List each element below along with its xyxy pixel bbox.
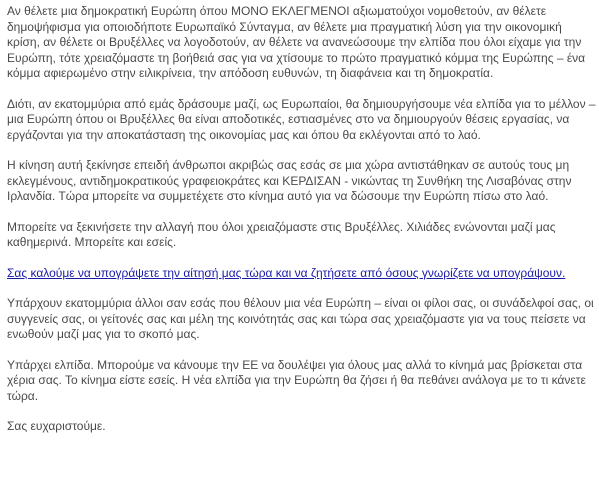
article-body xyxy=(7,4,597,450)
hope-paragraph: Διότι, αν εκατομμύρια από εμάς δράσουμε μαζί, ως Ευρωπαίοι, θα δημιουργήσουμε νέα ελπίδα για το μέλλον – μια Ευρώπη όπου οι Βρυξέλλες θα είναι αποδοτικές, εστιασμένες στο να δημιουργούν θέσεις εργασίας, να εργάζονται για την αποκατάσταση της οικονομίας μας και όπου θα εκλέγονται από το λαό. xyxy=(7,96,596,142)
hope-exists-paragraph: Υπάρχει ελπίδα. Μπορούμε να κάνουμε την ΕΕ να δουλέψει για όλους μας αλλά το κίνημά μας βρίσκεται στα χέρια σας. Το κίνημα είστε εσείς. Η νέα ελπίδα για την Ευρώπη θα ζήσει ή θα πεθάνει ανάλογα με το τι κάνετε τώρα. xyxy=(7,357,586,403)
thank-you-paragraph: Σας ευχαριστούμε. xyxy=(7,419,106,433)
sign-petition-link[interactable]: Σας καλούμε να υπογράψετε την αίτησή μας τώρα και να ζητήσετε από όσους γνωρίζετε να υπογράψουν. xyxy=(7,265,566,280)
intro-paragraph: Αν θέλετε μια δημοκρατική Ευρώπη όπου ΜΟΝΟ ΕΚΛΕΓΜΕΝΟΙ αξιωματούχοι νομοθετούν, αν θέλετε δημοψήφισμα για οποιοδήποτε Ευρωπαϊκό Σύνταγμα, αν θέλετε μια πραγματική λύση για την οικονομική κρίση, αν θέλετε οι Βρυξέλλες να λογοδοτούν, αν θέλετε να ανανεώσουμε την ελπίδα που όλοι είχαμε για την Ευρώπη, τότε χρειαζόμαστε τη βοήθειά σας για να χτίσουμε το πρώτο πραγματικό κόμμα της Ευρώπης – ένα κόμμα αφιερωμένο στην ειλικρίνεια, την απόδοση ευθυνών, τη διαφάνεια και τη δημοκρατία. xyxy=(7,4,586,80)
movement-origin-paragraph: Η κίνηση αυτή ξεκίνησε επειδή άνθρωποι ακριβώς σας εσάς σε μια χώρα αντιστάθηκαν σε αυτούς τους μη εκλεγμένους, αντιδημοκρατικούς γραφειοκράτες και ΚΕΡΔΙΣΑΝ - νικώντας τη Συνθήκη της Λισαβόνας στην Ιρλανδία. Τώρα μπορείτε να συμμετέχετε στο κίνημα αυτό για να δώσουμε την Ευρώπη πίσω στο λαό. xyxy=(7,158,572,203)
signup-paragraph xyxy=(7,266,597,282)
change-paragraph: Μπορείτε να ξεκινήσετε την αλλαγή που όλοι χρειαζόμαστε στις Βρυξέλλες. Χιλιάδες ενώνονται μαζί μας καθημερινά. Μπορείτε και εσείς. xyxy=(7,219,556,249)
millions-paragraph: Υπάρχουν εκατομμύρια άλλοι σαν εσάς που θέλουν μια νέα Ευρώπη – είναι οι φίλοι σας, οι συνάδελφοί σας, οι συγγενείς σας, οι γείτονές σας και μέλη της κοινότητάς σας και τώρα σας χρειαζόμαστε για να τους πείσετε να ενωθούν μαζί μας για το σκοπό μας. xyxy=(7,296,594,341)
